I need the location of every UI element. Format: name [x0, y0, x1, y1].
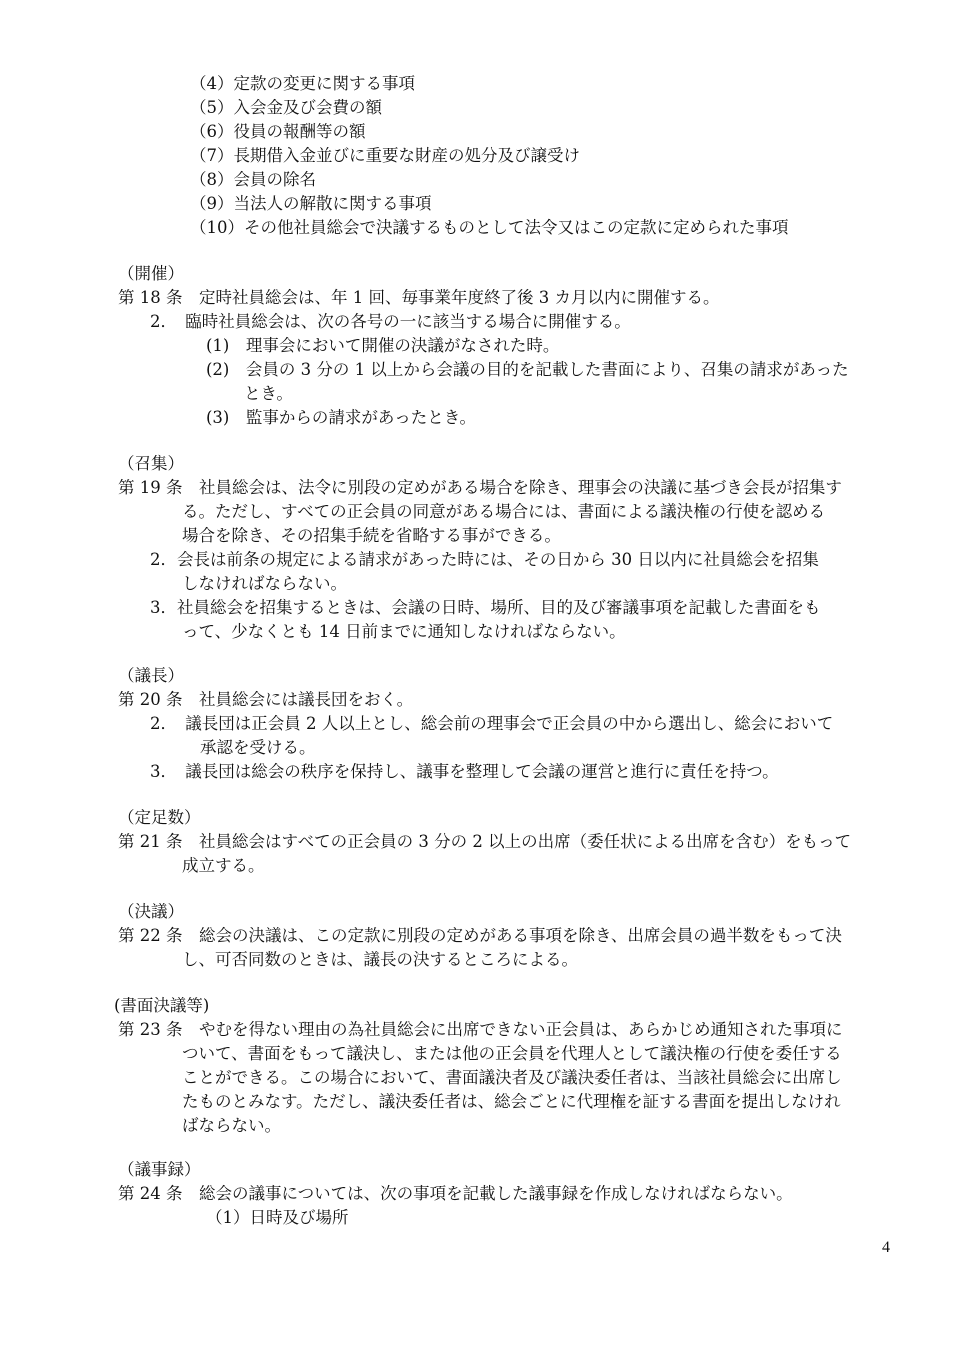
- list-item: （1）日時及び場所: [206, 1208, 349, 1227]
- article-21-cont: 成立する。: [182, 856, 265, 875]
- section-heading: （召集）: [118, 454, 184, 473]
- article-24: 第 24 条 総会の議事については、次の事項を記載した議事録を作成しなければならない。: [118, 1184, 793, 1203]
- paragraph-cont: 承認を受ける。: [200, 738, 316, 757]
- article-19-cont: 場合を除き、その招集手続を省略する事ができる。: [182, 526, 561, 545]
- paragraph: 3．社員総会を招集するときは、会議の日時、場所、目的及び審議事項を記載した書面をも: [150, 598, 821, 617]
- list-item: （8）会員の除名: [190, 170, 316, 189]
- list-item: （10）その他社員総会で決議するものとして法令又はこの定款に定められた事項: [190, 218, 789, 237]
- paragraph: 2． 臨時社員総会は、次の各号の一に該当する場合に開催する。: [150, 312, 631, 331]
- section-heading: (書面決議等): [114, 996, 210, 1015]
- page-number: 4: [882, 1239, 890, 1256]
- article-19-cont: る。ただし、すべての正会員の同意がある場合には、書面による議決権の行使を認める: [182, 502, 826, 521]
- list-item: (2) 会員の 3 分の 1 以上から会議の目的を記載した書面により、召集の請求があった: [206, 360, 849, 379]
- article-22-cont: し、可否同数のときは、議長の決するところによる。: [182, 950, 578, 969]
- article-20: 第 20 条 社員総会には議長団をおく。: [118, 690, 414, 709]
- paragraph: 2．会長は前条の規定による請求があった時には、その日から 30 日以内に社員総会を招集: [150, 550, 819, 569]
- paragraph-cont: しなければならない。: [182, 574, 347, 593]
- list-item: （5）入会金及び会費の額: [190, 98, 382, 117]
- paragraph-cont: って、少なくとも 14 日前までに通知しなければならない。: [182, 622, 626, 641]
- list-item: (3) 監事からの請求があったとき。: [206, 408, 477, 427]
- paragraph: 3． 議長団は総会の秩序を保持し、議事を整理して会議の運営と進行に責任を持つ。: [150, 762, 779, 781]
- list-item: (1) 理事会において開催の決議がなされた時。: [206, 336, 560, 355]
- article-23-cont: ついて、書面をもって議決し、または他の正会員を代理人として議決権の行使を委任する: [182, 1044, 842, 1063]
- list-item: （9）当法人の解散に関する事項: [190, 194, 432, 213]
- list-item: （4）定款の変更に関する事項: [190, 74, 415, 93]
- article-23-cont: たものとみなす。ただし、議決委任者は、総会ごとに代理権を証する書面を提出しなけれ: [182, 1092, 841, 1111]
- section-heading: （議長）: [118, 666, 184, 685]
- paragraph: 2． 議長団は正会員 2 人以上とし、総会前の理事会で正会員の中から選出し、総会において: [150, 714, 834, 733]
- article-23-cont: ことができる。この場合において、書面議決者及び議決委任者は、当該社員総会に出席し: [182, 1068, 842, 1087]
- article-21: 第 21 条 社員総会はすべての正会員の 3 分の 2 以上の出席（委任状による出席を含む）をもって: [118, 832, 852, 851]
- article-23-cont: ばならない。: [182, 1116, 281, 1135]
- article-23: 第 23 条 やむを得ない理由の為社員総会に出席できない正会員は、あらかじめ通知された事項に: [118, 1020, 843, 1039]
- article-18: 第 18 条 定時社員総会は、年 1 回、毎事業年度終了後 3 カ月以内に開催する。: [118, 288, 720, 307]
- list-item: （7）長期借入金並びに重要な財産の処分及び譲受け: [190, 146, 580, 165]
- list-item-cont: とき。: [244, 384, 293, 403]
- article-22: 第 22 条 総会の決議は、この定款に別段の定めがある事項を除き、出席会員の過半数をもって決: [118, 926, 842, 945]
- article-19: 第 19 条 社員総会は、法令に別段の定めがある場合を除き、理事会の決議に基づき会長が招集す: [118, 478, 842, 497]
- section-heading: （議事録）: [118, 1160, 201, 1179]
- list-item: （6）役員の報酬等の額: [190, 122, 366, 141]
- section-heading: （開催）: [118, 264, 184, 283]
- section-heading: （定足数）: [118, 808, 201, 827]
- section-heading: （決議）: [118, 902, 184, 921]
